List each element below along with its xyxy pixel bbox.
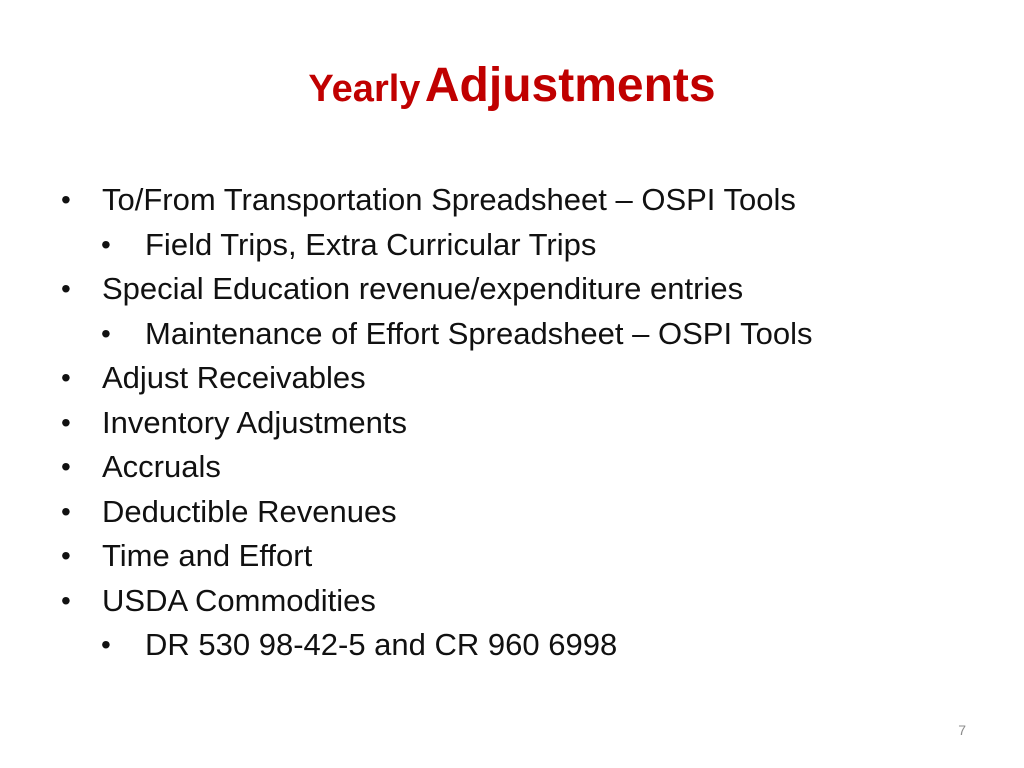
bullet-icon: • [61,451,71,482]
bullet-icon: • [101,629,111,660]
bullet-text: Special Education revenue/expenditure entries [102,271,744,306]
bullet-item [0,445,1024,490]
bullet-text: To/From Transportation Spreadsheet – OSPI Tools [102,182,796,217]
sub-bullet-text: DR 530 98-42-5 and CR 960 6998 [145,627,618,662]
title-word-adjustments: Adjustments [424,59,716,112]
sub-bullet-item [0,223,1024,268]
bullet-item [0,356,1024,401]
sub-bullet-text: Maintenance of Effort Spreadsheet – OSPI Tools [145,315,813,351]
title-word-yearly: Yearly [308,68,421,110]
bullet-text: Inventory Adjustments [102,404,407,440]
bullet-icon: • [101,317,111,349]
bullet-icon: • [61,362,71,393]
bullet-item [0,401,1024,446]
bullet-text: Time and Effort [102,538,313,573]
bullet-text: USDA Commodities [102,582,376,618]
bullet-icon: • [61,406,71,438]
bullet-icon: • [61,273,71,304]
bullet-item [0,267,1024,312]
sub-bullet-item [0,623,1024,668]
sub-bullet-item [0,312,1024,357]
bullet-item [0,579,1024,624]
bullet-text: Deductible Revenues [102,493,397,529]
bullet-item [0,490,1024,535]
bullet-icon: • [61,584,71,616]
bullet-text: Accruals [102,449,221,484]
bullet-icon: • [101,228,111,260]
slide-title [0,59,1024,112]
bullet-icon: • [61,540,71,571]
page-number: 7 [958,722,966,738]
bullet-item [0,534,1024,579]
bullet-text: Adjust Receivables [102,360,366,395]
bullet-icon: • [61,184,71,215]
bullet-item [0,178,1024,223]
bullet-list [0,178,1024,668]
sub-bullet-text: Field Trips, Extra Curricular Trips [145,226,597,262]
bullet-icon: • [61,495,71,527]
